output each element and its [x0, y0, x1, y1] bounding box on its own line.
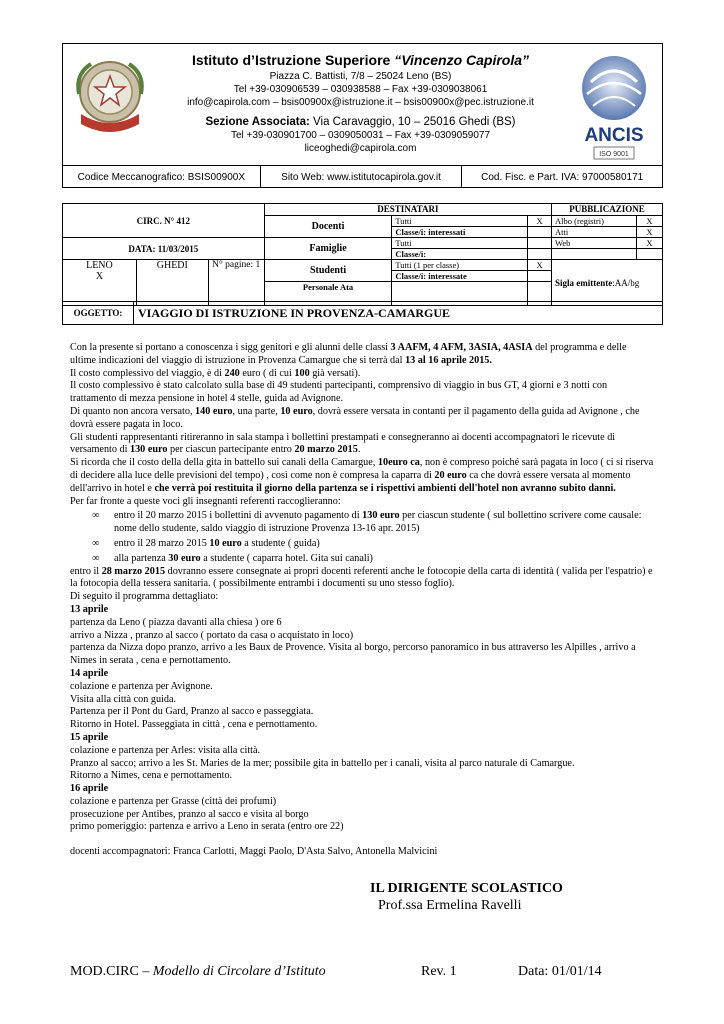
footer-model: MOD.CIRC – Modello di Circolare d’Istituto: [70, 964, 326, 979]
albo-check: X: [637, 216, 662, 227]
web-check: X: [637, 238, 662, 249]
paragraph: Il costo complessivo del viaggio, è di 240 euro ( di cui 100 già versati).: [70, 367, 361, 379]
program-line: arrivo a Nizza , pranzo al sacco ( portato da casa o acquistato in loco): [70, 629, 354, 641]
sezione-email: liceoghedi@capirola.com: [304, 143, 417, 154]
web-label: Web: [552, 238, 636, 249]
program-line: Pranzo al sacco; arrivo a les St. Maries de la mer; possibile gita in battello per i canali, visita al parco naturale di Camargue.: [70, 757, 575, 769]
footer-date: Data: 01/01/14: [518, 964, 602, 979]
atti-check: X: [646, 227, 653, 237]
paragraph: Si ricorda che il costo della della gita in battello sui canali della Camargue, 10euro ca, non è compreso poiché sarà pagata in loco ( ci si riserva di decidere alla luce delle previsioni del tempo) , così come non è compresa la caparra di 20 euro ca che dovrà essere versata al momento dell'arrivo in hotel e che verrà poi restituita il giorno della partenza se i rispettivi ambienti dell'hotel non avranno subito danni.: [70, 457, 654, 494]
studenti-classe: Classe/i: interessate: [395, 271, 467, 281]
institute-title: Istituto d’Istruzione Superiore “Vincenzo Capirola”: [191, 52, 530, 68]
oggetto-row: [62, 301, 663, 325]
sezione-associata: Sezione Associata: Via Caravaggio, 10 – 25016 Ghedi (BS): [205, 116, 516, 128]
cod-fisc: Cod. Fisc. e Part. IVA: 97000580171: [481, 171, 644, 183]
program-line: primo pomeriggio: partenza e arrivo a Leno in serata (entro ore 22): [70, 821, 344, 833]
circ-number: CIRC. N° 412: [63, 204, 265, 238]
destinatari-header: DESTINATARI: [264, 204, 551, 216]
codice-meccanografico: Codice Meccanografico: BSIS00900X: [63, 166, 261, 188]
sede-leno: LENO: [86, 260, 113, 271]
docenti-label: Docenti: [264, 216, 392, 238]
program-line: colazione e partenza per Avignone.: [70, 680, 213, 692]
program-line: Ritorno in Hotel. Passeggiata in città , cena e pernottamento.: [70, 719, 318, 731]
sigla-label: Sigla emittente: [555, 277, 613, 288]
logo-text: ANCIS: [584, 125, 644, 146]
logo-sub: ISO 9001: [599, 151, 629, 158]
bullet-icon: ∞: [92, 537, 100, 549]
program-line: colazione e partenza per Arles: visita alla città.: [70, 744, 261, 756]
list-item: ∞ alla partenza 30 euro a studente ( caparra hotel. Gita sui canali): [92, 552, 373, 564]
day-heading: 15 aprile: [70, 731, 109, 743]
sito-web: Sito Web: www.istitutocapirola.gov.it: [261, 166, 463, 188]
paragraph: entro il 28 marzo 2015 dovranno essere consegnate ai propri docenti referenti anche le fotocopie della carta di identità ( valida per l'espatrio) e la fotocopia della tessera sanitaria. ( possibilmente entrambi i documenti su uno stesso foglio).: [70, 565, 653, 590]
docenti-accompagnatori: docenti accompagnatori: Franca Carlotti, Maggi Paolo, D'Asta Salvo, Antonella Malvicini: [70, 846, 438, 858]
albo-label: Albo (registri): [552, 216, 636, 227]
list-item: ∞ entro il 20 marzo 2015 i bollettini di avvenuto pagamento di 130 euro per ciascun studente ( sul bollettino scrivere come causale: nome dello studente, saldo viaggio di istruzione Provenza 13-16 apr. 2015): [92, 510, 642, 535]
studenti-label: Studenti: [264, 260, 392, 282]
famiglie-tutti: Tutti: [392, 238, 527, 249]
atti-label: Atti: [555, 227, 569, 237]
docenti-tutti: Tutti: [392, 216, 527, 227]
letterhead: [62, 43, 663, 188]
studenti-tutti-check: X: [528, 260, 551, 271]
program-line: partenza da Nizza dopo pranzo, arrivo a les Baux de Provence. Visita al borgo, percorso panoramico in bus attraverso les Alpilles , arrivo a Nimes in serata , cena e pernottamento.: [70, 642, 636, 667]
signature-block: [370, 880, 563, 914]
paragraph: Per far fronte a queste voci gli insegnanti referenti raccoglieranno:: [70, 495, 341, 507]
signature-title: IL DIRIGENTE SCOLASTICO: [370, 881, 563, 896]
bullet-icon: ∞: [92, 552, 100, 564]
program-line: prosecuzione per Antibes, pranzo al sacco e visita al borgo: [70, 808, 309, 820]
paragraph: Di seguito il programma dettagliato:: [70, 591, 219, 603]
sede-leno-check: X: [95, 271, 104, 282]
paragraph: Con la presente si portano a conoscenza i sigg genitori e gli alunni delle classi 3 AAFM, 4 AFM, 3ASIA, 4ASIA del programma e delle ultime indicazioni del viaggio di istruzione in Provenza Camargue che si terrà dal 13 al 16 aprile 2015.: [70, 342, 627, 366]
pubblicazione-header: PUBBLICAZIONE: [552, 204, 663, 216]
personale-ata-label: Personale Ata: [264, 282, 392, 306]
circular-info-table: [62, 203, 663, 306]
program-line: partenza da Leno ( piazza davanti alla chiesa ) ore 6: [70, 616, 282, 628]
oggetto-label: OGGETTO:: [63, 302, 134, 324]
program-line: Ritorno a Nimes, cena e pernottamento.: [70, 770, 233, 782]
famiglie-classe: Classe/i:: [395, 249, 427, 259]
day-heading: 14 aprile: [70, 667, 109, 679]
ancis-logo-icon: [573, 52, 655, 162]
bullet-icon: ∞: [92, 510, 100, 522]
oggetto-text: VIAGGIO DI ISTRUZIONE IN PROVENZA-CAMARGUE: [138, 305, 451, 320]
circular-body: [70, 342, 655, 859]
day-heading: 16 aprile: [70, 783, 109, 795]
sede-ghedi: GHEDI: [136, 260, 208, 306]
docenti-tutti-check: X: [528, 216, 551, 227]
day-heading: 13 aprile: [70, 603, 109, 615]
signature-name: Prof.ssa Ermelina Ravelli: [378, 898, 522, 913]
paragraph: Di quanto non ancora versato, 140 euro, una parte, 10 euro, dovrà essere versata in contanti per il pagamento della guida ad Avignone , che dovrà essere pagata in loco.: [70, 405, 640, 430]
emails: info@capirola.com – bsis00900x@istruzione.it – bsis00900x@pec.istruzione.it: [187, 97, 534, 108]
program-line: colazione e partenza per Grasse (città dei profumi): [70, 795, 277, 807]
address: Piazza C. Battisti, 7/8 – 25024 Leno (BS): [269, 71, 452, 82]
studenti-tutti: Tutti (1 per classe): [392, 260, 527, 271]
program-line: Visita alla città con guida.: [70, 693, 177, 705]
sigla-value: :AA/bg: [612, 277, 640, 288]
num-pagine: N° pagine: 1: [208, 260, 264, 306]
circ-date: DATA: 11/03/2015: [63, 238, 265, 260]
paragraph: Il costo complessivo è stato calcolato sulla base di 49 studenti partecipanti, comprensivo di viaggio in bus GT, 4 giorni e 3 notti con trattamento di mezza pensione in hotel 4 stelle, guida ad Avignone.: [70, 380, 608, 405]
paragraph: Gli studenti rappresentanti ritireranno in sala stampa i bollettini prestampati e consegneranno ai docenti accompagnatori le ricevute di versamento di 130 euro per ciascun partecipante entro 20 marzo 2015.: [70, 431, 616, 456]
sezione-phone: Tel +39-030901700 – 0309050031 – Fax +39-0309059077: [230, 130, 491, 141]
italian-republic-emblem-icon: [73, 54, 147, 140]
program-line: Partenza per il Pont du Gard, Pranzo al sacco e passeggiata.: [70, 706, 314, 718]
docenti-classe: Classe/i: interessati: [395, 227, 466, 237]
footer-revision: Rev. 1: [421, 964, 457, 979]
famiglie-label: Famiglie: [264, 238, 392, 260]
list-item: ∞ entro il 28 marzo 2015 10 euro a studente ( guida): [92, 537, 320, 549]
phone: Tel +39-030906539 – 030938588 – Fax +39-0309038061: [233, 84, 488, 95]
